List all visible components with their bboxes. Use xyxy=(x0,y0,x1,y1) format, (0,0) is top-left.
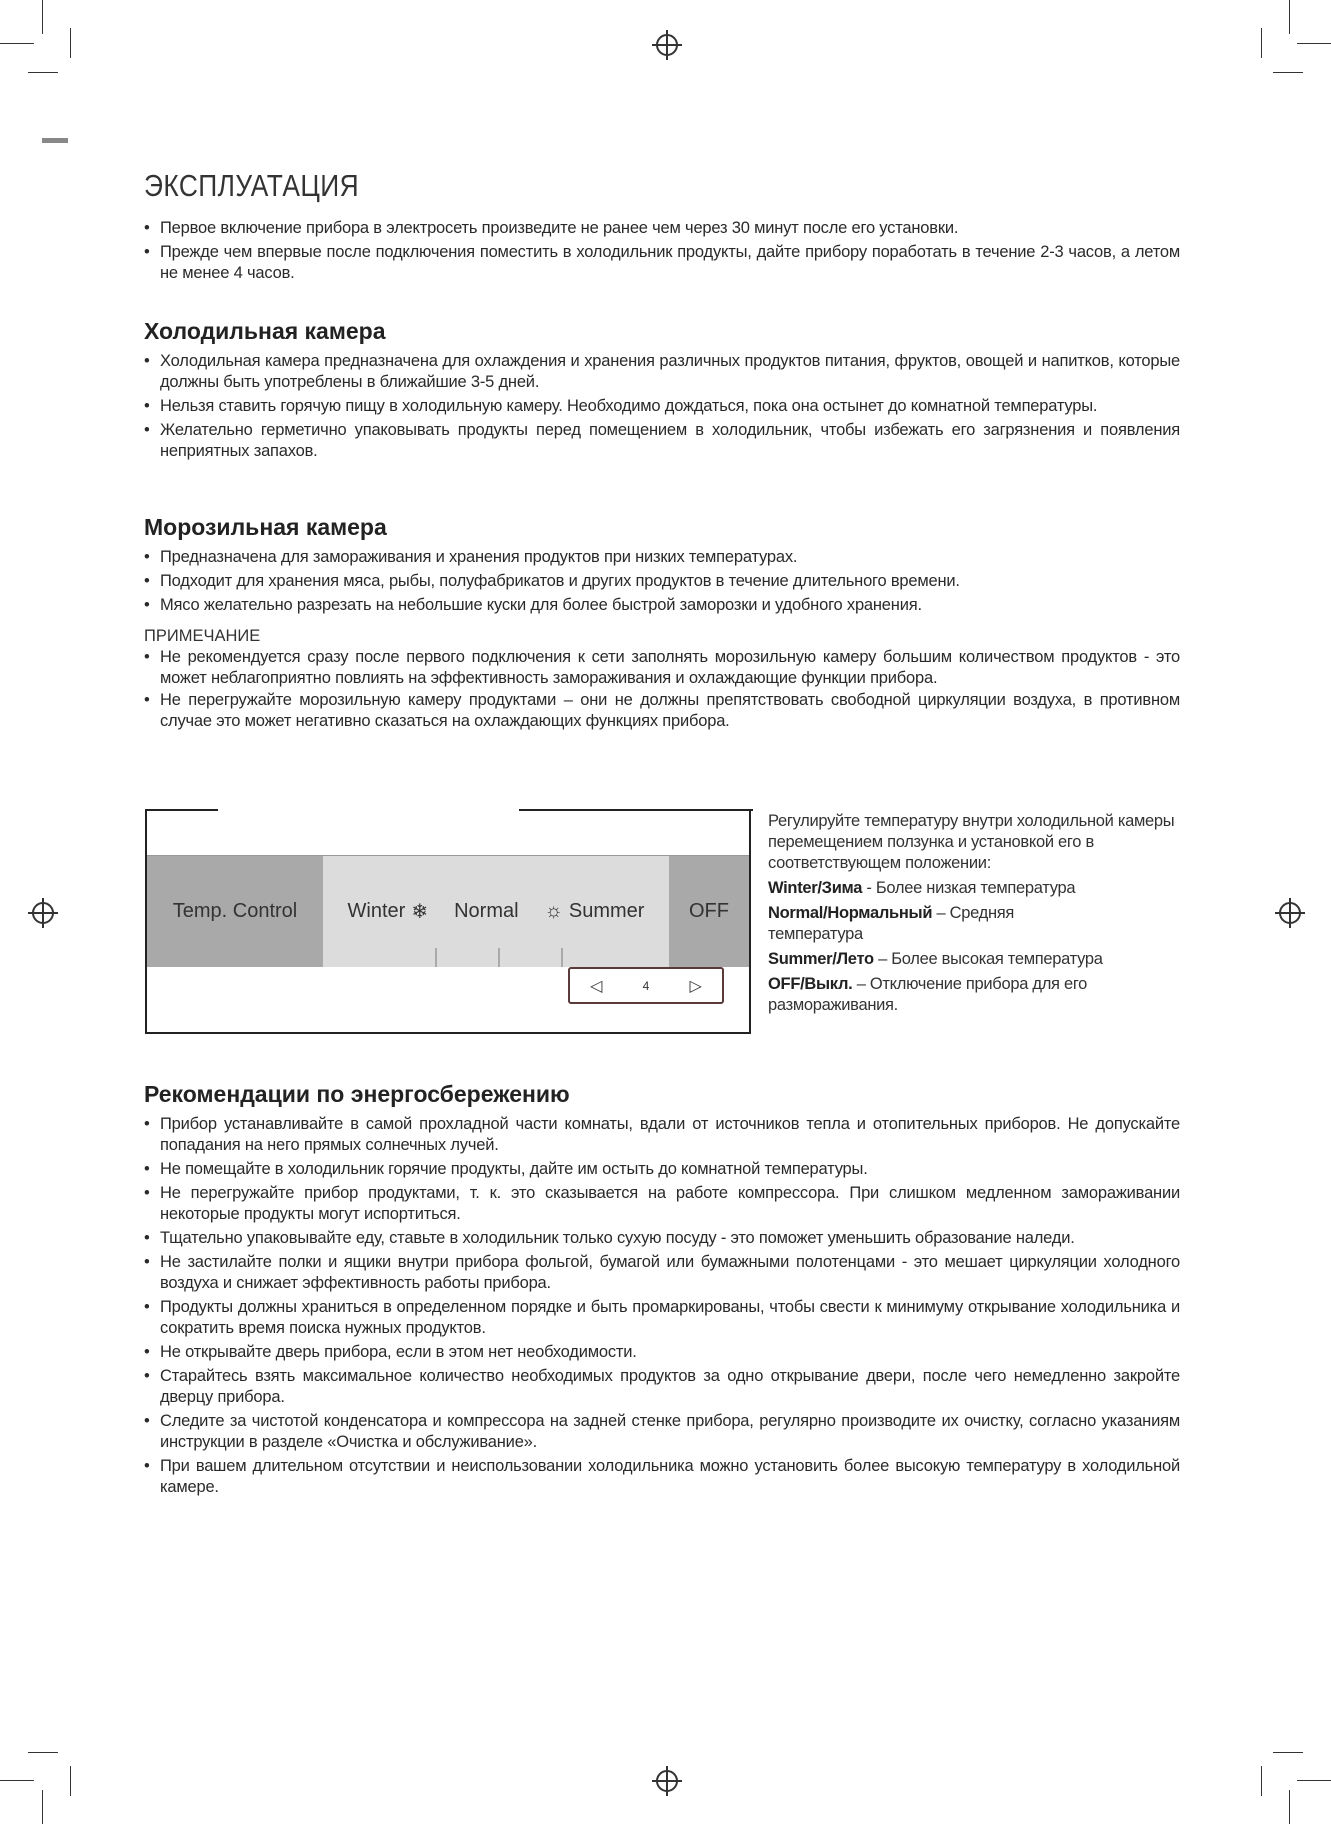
list-item: • Первое включение прибора в электросеть произведите не ранее чем через 30 минут после его установки. xyxy=(144,218,1180,239)
setting-desc: Отключение прибора для его размораживания. xyxy=(768,975,1088,1014)
list-item: • При вашем длительном отсутствии и неиспользовании холодильника можно установить более высокую температуру в холодильной камере. xyxy=(144,1456,1180,1498)
list-item: • Прежде чем впервые после подключения поместить в холодильник продукты, дайте прибору поработать в течение 2-3 часов, а летом не менее 4 часов. xyxy=(144,242,1180,284)
registration-mark-icon xyxy=(32,902,54,924)
list-item: • Продукты должны храниться в определенном порядке и быть промаркированы, чтобы свести к минимуму открывание холодильника и сократить время поиска нужных продуктов. xyxy=(144,1297,1180,1339)
setting-row xyxy=(768,974,1180,1016)
crop-mark xyxy=(0,1780,34,1781)
temp-control-label: Temp. Control xyxy=(147,856,323,967)
crop-mark xyxy=(28,1752,58,1753)
section-heading: Рекомендации по энергосбережению xyxy=(144,1081,570,1107)
crop-mark xyxy=(0,43,34,44)
setting-row xyxy=(768,949,1180,970)
crop-mark xyxy=(42,0,43,34)
list-item: • Не перегружайте морозильную камеру продуктами – они не должны препятствовать свободной циркуляции воздуха, в противном случае это может негативно сказаться на охлаждающих функциях прибора. xyxy=(144,690,1180,732)
list-item: • Следите за чистотой конденсатора и компрессора на задней стенке прибора, регулярно производите их очистку, согласно указаниям инструкции в разделе «Очистка и обслуживание». xyxy=(144,1411,1180,1453)
freezer-section xyxy=(144,514,1180,735)
list-item: • Не открывайте дверь прибора, если в этом нет необходимости. xyxy=(144,1342,1180,1363)
list-item: • Мясо желательно разрезать на небольшие куски для более быстрой заморозки и удобного хранения. xyxy=(144,595,1180,616)
crop-mark xyxy=(42,1790,43,1824)
arrow-left-icon: ◁ xyxy=(590,977,603,995)
page-title: ЭКСПЛУАТАЦИЯ xyxy=(144,168,360,203)
crop-mark xyxy=(28,72,58,73)
crop-mark xyxy=(1273,1752,1303,1753)
registration-mark-icon xyxy=(1279,902,1301,924)
sep: – xyxy=(932,904,950,922)
setting-desc: Более низкая температура xyxy=(875,879,1076,897)
setting-row xyxy=(768,903,1180,945)
list-item: • Желательно герметично упаковывать продукты перед помещением в холодильник, чтобы избежать его загрязнения и появления неприятных запахов. xyxy=(144,420,1180,462)
list-item: • Нельзя ставить горячую пищу в холодильную камеру. Необходимо дождаться, пока она остынет до комнатной температуры. xyxy=(144,396,1180,417)
crop-mark xyxy=(1297,43,1331,44)
slider-mark: 4 xyxy=(642,978,650,993)
temperature-slider[interactable] xyxy=(568,967,724,1004)
list-item: • Не перегружайте прибор продуктами, т. к. это сказывается на работе компрессора. При слишком медленном замораживании некоторые продукты могут испортиться. xyxy=(144,1183,1180,1225)
registration-mark-icon xyxy=(656,34,678,56)
setting-term: Normal/Нормальный xyxy=(768,904,933,922)
list-item: • Предназначена для замораживания и хранения продуктов при низких температурах. xyxy=(144,547,1180,568)
page-tab-marker xyxy=(42,138,68,143)
crop-mark xyxy=(1289,0,1290,34)
sep: – xyxy=(873,950,892,968)
fridge-section xyxy=(144,318,1180,465)
list-item: • Не застилайте полки и ящики внутри прибора фольгой, бумагой или бумажными полотенцами - это мешает циркуляции холодного воздуха и снижает эффективность работы прибора. xyxy=(144,1252,1180,1294)
arrow-right-icon: ▷ xyxy=(689,977,702,995)
note-label: ПРИМЕЧАНИЕ xyxy=(144,627,261,645)
crop-mark xyxy=(1261,28,1262,58)
list-item: • Не рекомендуется сразу после первого подключения к сети заполнять морозильную камеру большим количеством продуктов - это может неблагоприятно повлиять на эффективность замораживания и охлаждающие функции прибора. xyxy=(144,647,1180,689)
sun-icon: ☼ xyxy=(544,900,563,922)
snowflake-icon: ❄ xyxy=(411,901,429,923)
crop-mark xyxy=(1261,1766,1262,1796)
list-item: • Прибор устанавливайте в самой прохладной части комнаты, вдали от источников тепла и отопительных приборов. Не допускайте попадания на него прямых солнечных лучей. xyxy=(144,1114,1180,1156)
crop-mark xyxy=(1273,72,1303,73)
setting-term: Summer/Лето xyxy=(768,950,874,968)
list-item: • Не помещайте в холодильник горячие продукты, дайте им остыть до комнатной температуры. xyxy=(144,1159,1180,1180)
crop-mark xyxy=(1297,1780,1331,1781)
section-heading: Холодильная камера xyxy=(144,318,386,344)
registration-mark-icon xyxy=(656,1770,678,1792)
setting-term: Winter/Зима xyxy=(768,879,863,897)
list-item: • Подходит для хранения мяса, рыбы, полуфабрикатов и других продуктов в течение длительного времени. xyxy=(144,571,1180,592)
crop-mark xyxy=(70,1766,71,1796)
setting-term: OFF/Выкл. xyxy=(768,975,853,993)
list-item: • Тщательно упаковывайте еду, ставьте в холодильник только сухую посуду - это поможет уменьшить образование наледи. xyxy=(144,1228,1180,1249)
setting-row xyxy=(768,878,1180,899)
setting-desc: Средняя температура xyxy=(768,904,1015,943)
energy-section xyxy=(144,1081,1180,1501)
panel-description xyxy=(768,811,1180,1020)
normal-label: Normal xyxy=(454,900,519,922)
setting-desc: Более высокая температура xyxy=(891,950,1103,968)
off-label: OFF xyxy=(669,856,749,967)
sep: - xyxy=(862,879,876,897)
list-item: • Холодильная камера предназначена для охлаждения и хранения различных продуктов питания, фруктов, овощей и напитков, которые должны быть употреблены в ближайшие 3-5 дней. xyxy=(144,351,1180,393)
sep: – xyxy=(852,975,870,993)
crop-mark xyxy=(70,28,71,58)
panel-intro: Регулируйте температуру внутри холодильной камеры перемещением ползунка и установкой его в соответствующем положении: xyxy=(768,812,1175,872)
temp-control-panel-diagram xyxy=(145,809,751,1034)
list-item: • Старайтесь взять максимальное количество необходимых продуктов за одно открывание двери, после чего немедленно закройте дверцу прибора. xyxy=(144,1366,1180,1408)
summer-label: Summer xyxy=(568,900,645,922)
crop-mark xyxy=(1289,1790,1290,1824)
section-heading: Морозильная камера xyxy=(144,514,387,540)
intro-section xyxy=(144,218,1180,287)
winter-label: Winter xyxy=(347,900,406,922)
